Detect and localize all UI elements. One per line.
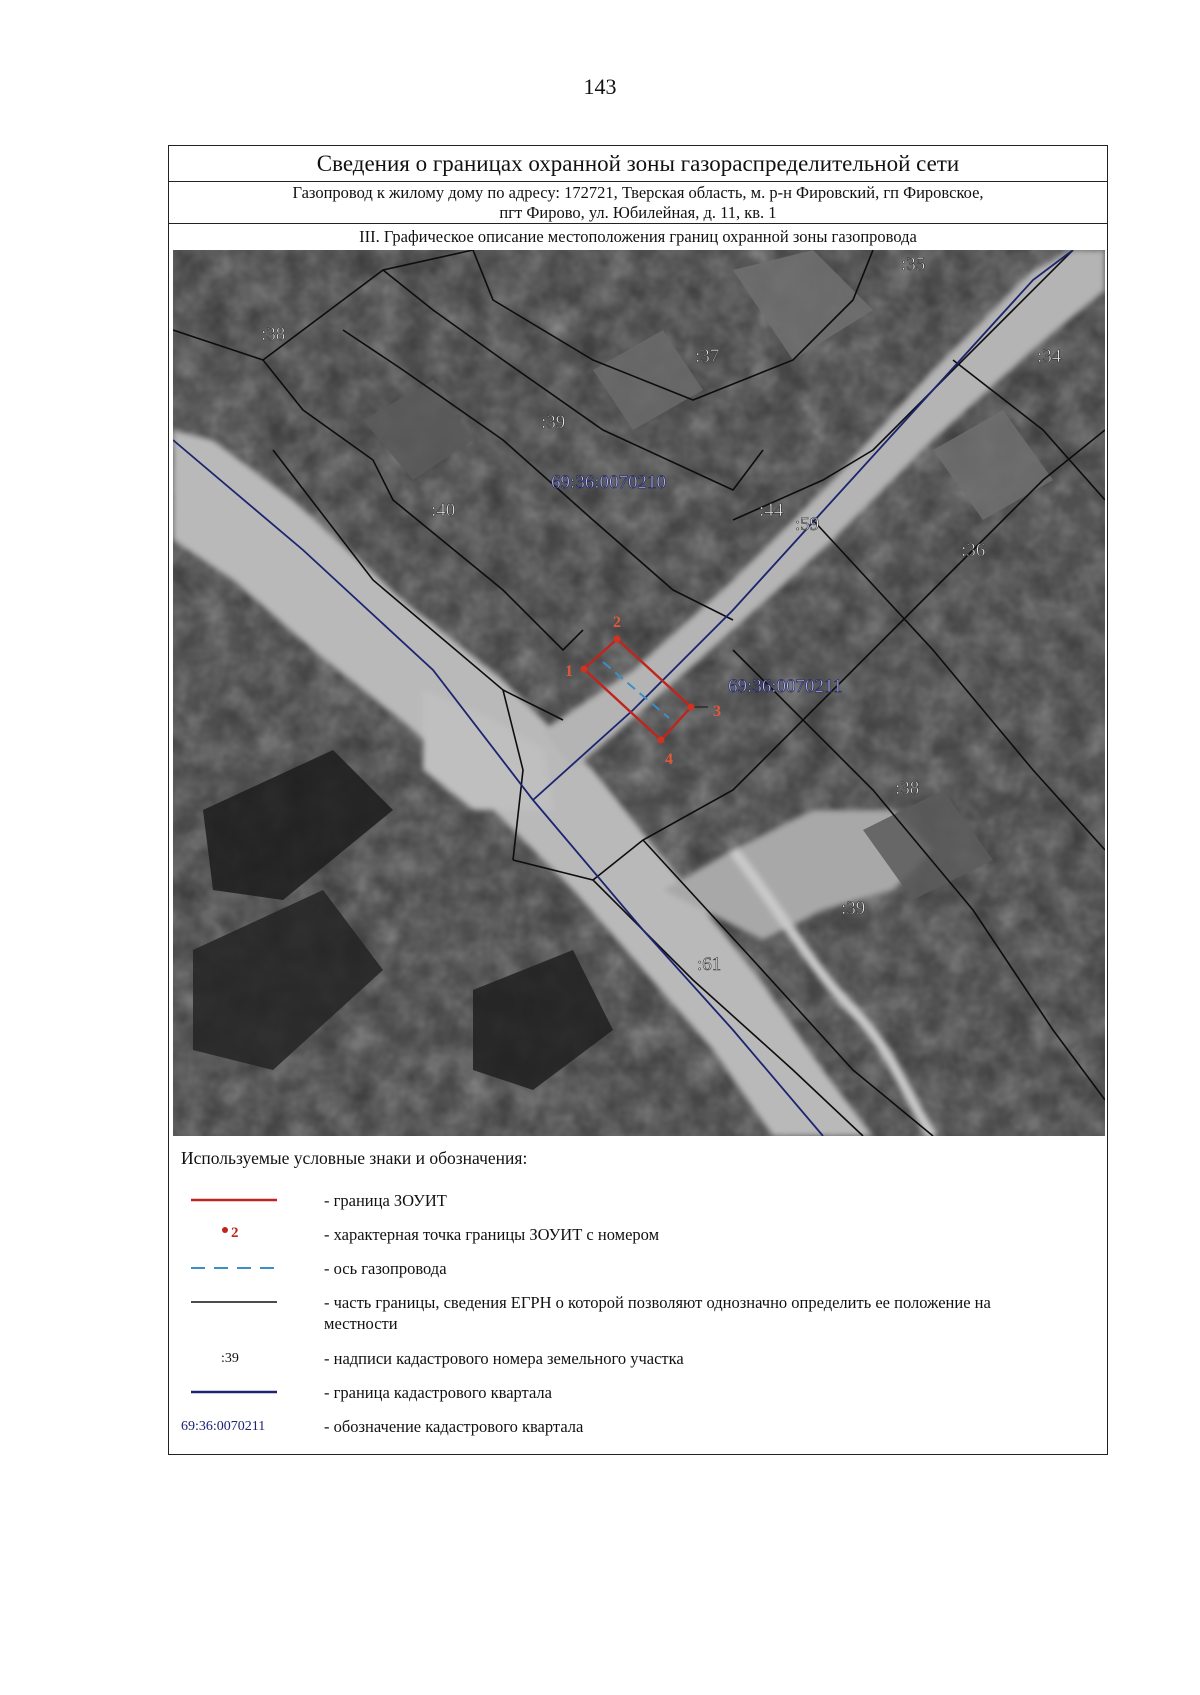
block-label: 69:36:0070210 <box>551 472 667 493</box>
block-label: 69:36:0070211 <box>728 676 843 697</box>
page-number: 143 <box>583 74 617 99</box>
legend-text: - ось газопровода <box>324 1259 447 1278</box>
zouit-point-2 <box>614 636 621 643</box>
legend-text: - характерная точка границы ЗОУИТ с номером <box>324 1225 660 1244</box>
legend-title: Используемые условные знаки и обозначения: <box>181 1148 528 1168</box>
zouit-point-4 <box>658 737 665 744</box>
document-title: Сведения о границах охранной зоны газораспределительной сети <box>169 146 1107 182</box>
navy-line-icon <box>179 1382 289 1406</box>
object-address-line-1: Газопровод к жилому дому по адресу: 172721, Тверская область, м. р-н Фировский, гп Фировское, <box>292 183 984 202</box>
legend-text: - граница кадастрового квартала <box>324 1383 552 1402</box>
point-label-1: 1 <box>565 663 573 680</box>
parcel-label: :38 <box>895 778 920 799</box>
map-canvas <box>173 250 1105 1136</box>
parcel-label: :36 <box>961 540 986 561</box>
point-label-3: 3 <box>713 703 721 720</box>
zouit-point-3 <box>688 704 695 711</box>
point-label-2: 2 <box>613 614 621 631</box>
legend-text: - граница ЗОУИТ <box>324 1191 447 1210</box>
legend-symbol-label: :39 <box>221 1351 239 1366</box>
document-frame <box>168 145 1108 1455</box>
legend-symbol-label: 69:36:0070211 <box>181 1419 266 1434</box>
aerial-map <box>173 250 1105 1136</box>
parcel-label: :59 <box>795 514 820 535</box>
black-line-icon <box>179 1290 289 1314</box>
legend-text: - часть границы, сведения ЕГРН о которой позволяют однозначно определить ее положение на местности <box>324 1293 991 1333</box>
parcel-label: :38 <box>261 324 286 345</box>
blue-dashed-line-icon <box>179 1256 289 1280</box>
legend-text: - надписи кадастрового номера земельного участка <box>324 1349 684 1368</box>
parcel-label: :40 <box>431 500 456 521</box>
parcel-label: :34 <box>1037 346 1062 367</box>
parcel-label: :39 <box>541 412 566 433</box>
parcel-label: :39 <box>841 898 866 919</box>
legend-symbol-label: 2 <box>231 1225 239 1241</box>
zouit-point-1 <box>581 666 588 673</box>
parcel-label: :35 <box>901 254 926 275</box>
parcel-label: :61 <box>697 954 722 975</box>
red-line-icon <box>179 1188 289 1212</box>
legend-text: - обозначение кадастрового квартала <box>324 1417 584 1436</box>
parcel-label: :44 <box>759 500 784 521</box>
point-label-4: 4 <box>665 751 673 768</box>
parcel-label: :37 <box>695 346 720 367</box>
section-title: III. Графическое описание местоположения границ охранной зоны газопровода <box>359 227 917 246</box>
object-address-line-2: пгт Фирово, ул. Юбилейная, д. 11, кв. 1 <box>499 203 777 222</box>
object-description <box>169 182 1107 224</box>
